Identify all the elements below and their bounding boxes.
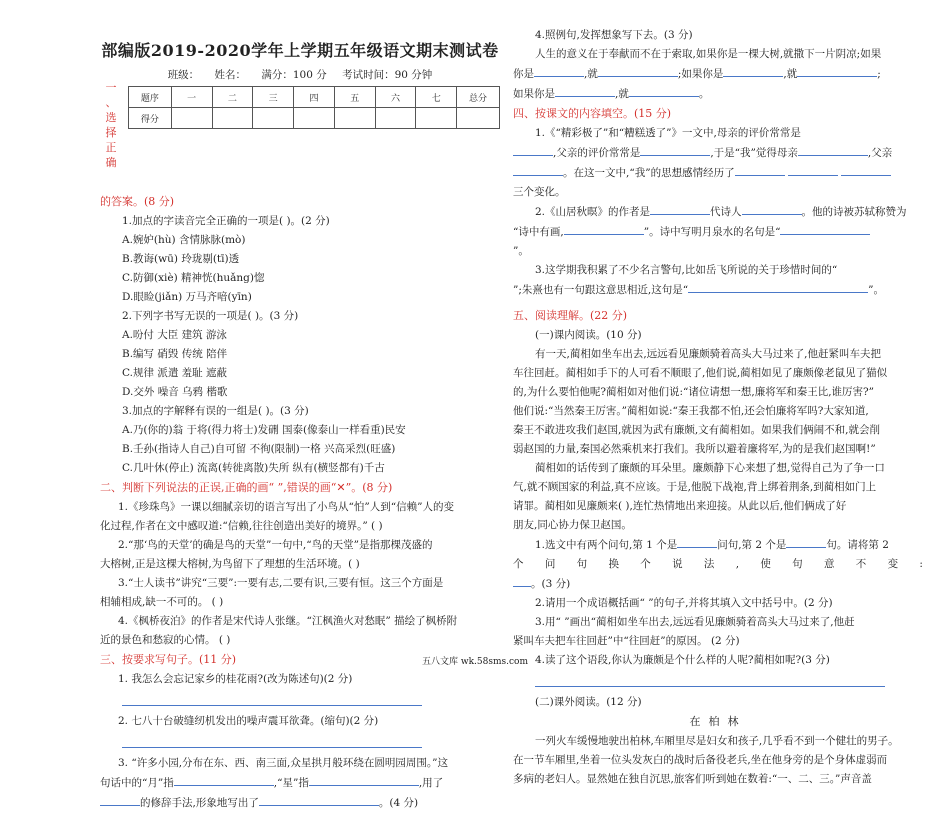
fill-blank[interactable] (688, 280, 868, 293)
text-fragment: 你是 (513, 68, 534, 80)
fill-blank[interactable] (723, 64, 783, 77)
section1-vertical-heading (100, 80, 122, 170)
story-line: 多病的老妇人。显然她在独自沉思,旅客们听到她在数着:“一、二、三。”声音盖 (513, 773, 872, 785)
reading-q2: 2.请用一个成语概括画“ ”的句子,并将其填入文中括号中。(2 分) (535, 597, 833, 609)
vertical-char: 一 (105, 81, 117, 94)
answer-line[interactable] (122, 691, 422, 706)
section5-heading: 五、阅读理解。(22 分) (513, 309, 628, 322)
score-table-score-row (129, 108, 500, 129)
reading-q1-spread (513, 555, 923, 574)
fill-blank[interactable] (640, 143, 710, 156)
imitate-example: 人生的意义在于奉献而不在于索取,如果你是一棵大树,就撒下一片阴凉;如果 (535, 48, 882, 60)
question-1-3: 3.加点的字解释有误的一组是( )。(3 分) (122, 405, 309, 417)
judge-line: 3.“士人读书”讲究“三要”:一要有志,二要有识,三要有恒。这三个方面是 (118, 577, 444, 589)
imitate-line-3 (513, 84, 923, 104)
text-fragment: 如果你是 (513, 88, 555, 100)
rewrite-question-3: 3. “许多小园,分布在东、西、南三面,众星拱月般环绕在圆明园周围。”这 (118, 757, 449, 769)
text-fragment: ,于是“我”觉得母亲 (710, 147, 798, 159)
text-fragment: 句。请将第 2 (826, 539, 889, 551)
section1-heading: 的答案。(8 分) (100, 195, 175, 208)
score-header-cell: 四 (294, 87, 335, 108)
rewrite-question-2: 2. 七八十台破缝纫机发出的噪声震耳欲聋。(缩句)(2 分) (118, 715, 379, 727)
fill-blank[interactable] (564, 222, 644, 235)
text-fragment: 使 (760, 558, 771, 570)
judge-line: 1.《珍珠鸟》一课以细腻亲切的语言写出了小鸟从“怕”人到“信赖”人的变 (118, 501, 454, 513)
fill-2-line-1 (513, 202, 923, 222)
fill-blank[interactable] (677, 535, 717, 548)
score-header-cell: 六 (375, 87, 416, 108)
fill-1-line-1: 1.《“精彩极了”和“糟糕透了”》一文中,母亲的评价常常是 (535, 127, 801, 139)
score-cell[interactable] (416, 108, 457, 129)
option: C.防御(xiè) 精神恍(huǎng)惚 (122, 272, 265, 284)
text-fragment: 句 (792, 558, 803, 570)
vertical-char: 确 (105, 156, 117, 169)
fill-blank[interactable] (174, 773, 274, 786)
exam-title: 部编版2019-2020学年上学期五年级语文期末测试卷 (101, 41, 499, 60)
option: B.编写 硝毁 传统 陪伴 (122, 348, 228, 360)
fill-blank[interactable] (629, 84, 699, 97)
fill-blank[interactable] (780, 222, 870, 235)
fill-blank[interactable] (788, 163, 838, 176)
score-header-cell: 题序 (129, 87, 172, 108)
text-fragment: ;如果你是 (677, 68, 724, 80)
judge-line: 化过程,作者在文中感叹道:“信赖,往往创造出美好的境界。” ( ) (100, 520, 383, 532)
text-fragment: 句 (576, 558, 588, 570)
text-fragment: 。(4 分) (378, 797, 419, 809)
answer-line[interactable] (122, 733, 422, 748)
rewrite-question-3-end (100, 793, 500, 813)
question-1-1: 1.加点的字读音完全正确的一项是( )。(2 分) (122, 215, 330, 227)
text-fragment: 意 (823, 558, 835, 570)
text-fragment: 。他的诗被苏轼称赞为 (801, 206, 907, 218)
text-fragment: 换 (608, 558, 619, 570)
text-fragment: 。 (698, 88, 710, 100)
story-title: 在柏林 (689, 715, 747, 728)
imitate-question: 4.照例句,发挥想象写下去。(3 分) (535, 29, 693, 41)
score-cell[interactable] (334, 108, 375, 129)
text-fragment: 。在这一文中,“我”的思想感情经历了 (563, 167, 735, 179)
fill-blank[interactable] (555, 84, 615, 97)
text-fragment: 。(3 分) (531, 578, 571, 590)
score-table-header-row (129, 87, 500, 108)
reading-q4: 4.读了这个语段,你认为廉颇是个什么样的人呢?蔺相如呢?(3 分) (535, 654, 830, 666)
vertical-char: 、 (105, 96, 117, 109)
score-header-cell: 三 (253, 87, 294, 108)
fill-2-line-2 (513, 222, 923, 242)
score-header-cell: 五 (334, 87, 375, 108)
text-fragment: 问 (544, 558, 556, 570)
fill-2-line-3: ”。 (513, 245, 529, 257)
text-fragment: 问句,第 2 个是 (717, 539, 787, 551)
text-fragment: , (735, 558, 740, 570)
fill-blank[interactable] (798, 143, 868, 156)
text-fragment: ,用了 (418, 777, 444, 789)
meta-time: 考试时间：90 分钟 (342, 69, 433, 81)
passage-line: 弱赵国的力量,秦国必然乘机来打我们。我所以避着廉将军,为的是我们赵国啊!” (513, 443, 876, 455)
meta-name: 姓名： (214, 69, 247, 81)
text-fragment: ,“星”指 (273, 777, 309, 789)
section4-heading: 四、按课文的内容填空。(15 分) (513, 107, 672, 120)
passage-line: 气,就不顾国家的利益,真不应该。于是,他脱下战袍,背上绑着荆条,到蔺相如门上 (513, 481, 877, 493)
vertical-char: 选 (105, 111, 117, 124)
score-cell[interactable] (212, 108, 253, 129)
option: A.乃(你的)翁 于将(得力将士)发硎 国泰(像泰山一样看重)民安 (122, 424, 406, 436)
text-fragment: ; (877, 68, 881, 80)
rewrite-question-3-cont (100, 773, 500, 793)
section2-heading: 二、判断下列说法的正误,正确的画“ ”,错误的画“✕”。(8 分) (100, 481, 393, 494)
reading-q1-end (513, 574, 923, 594)
fill-1-line-4: 三个变化。 (513, 186, 566, 198)
passage-line: 蔺相如的话传到了廉颇的耳朵里。廉颇静下心来想了想,觉得自己为了争一口 (535, 462, 885, 474)
passage-line: 请罪。蔺相如见廉颇来( ),连忙热情地出来迎接。从此以后,他们俩成了好 (513, 500, 847, 512)
passage-line: 有一天,蔺相如坐车出去,远远看见廉颇骑着高头大马过来了,他赶紧叫车夫把 (535, 348, 882, 360)
score-cell[interactable] (253, 108, 294, 129)
right-column (513, 26, 923, 789)
score-header-cell: 七 (416, 87, 457, 108)
text-fragment: 个 (513, 558, 524, 570)
text-fragment: 说 (672, 558, 683, 570)
fill-blank[interactable] (841, 163, 891, 176)
score-header-cell: 一 (171, 87, 212, 108)
fill-blank[interactable] (742, 202, 802, 215)
passage-line: 朋友,同心协力保卫赵国。 (513, 519, 632, 531)
imitate-line-2 (513, 64, 923, 84)
text-fragment: ,就 (783, 68, 798, 80)
text-fragment: ”;朱熹也有一句跟这意思相近,这句是“ (513, 284, 689, 296)
option: C.规律 派遣 羞耻 遮蔽 (122, 367, 228, 379)
score-row-label: 得分 (129, 108, 172, 129)
fill-blank[interactable] (786, 535, 826, 548)
text-fragment: ”。 (868, 284, 884, 296)
text-fragment: 句话中的“月”指 (100, 777, 174, 789)
text-fragment: 不 (855, 558, 867, 570)
option: A.婉妒(hù) 含情脉脉(mò) (122, 234, 246, 246)
text-fragment: 的修辞手法,形象地写出了 (140, 797, 259, 809)
score-table (128, 86, 500, 129)
text-fragment: ”。诗中写明月泉水的名句是“ (643, 226, 781, 238)
story-line: 在一节车厢里,坐着一位头发灰白的战时后备役老兵,坐在他身旁的是个身体虚弱而 (513, 754, 888, 766)
passage-line: 他们说:“当然秦王厉害。”蔺相如说:“秦王我都不怕,还会怕廉将军吗?大家知道, (513, 405, 869, 417)
fill-blank[interactable] (513, 574, 531, 587)
fill-blank[interactable] (513, 143, 553, 156)
text-fragment: 2.《山居秋暝》的作者是 (535, 206, 651, 218)
text-fragment: 法 (703, 558, 715, 570)
text-fragment: : (919, 558, 923, 570)
fill-1-line-3 (513, 163, 923, 183)
meta-score: 满分：100 分 (261, 69, 327, 81)
score-header-cell: 二 (212, 87, 253, 108)
text-fragment: 代诗人 (710, 206, 742, 218)
left-column (100, 28, 500, 813)
exam-meta (100, 67, 500, 82)
text-fragment: ,就 (615, 88, 629, 100)
answer-line[interactable] (535, 672, 885, 687)
score-cell[interactable] (171, 108, 212, 129)
meta-class: 班级： (167, 69, 200, 81)
rewrite-question-1: 1. 我怎么会忘记家乡的桂花雨?(改为陈述句)(2 分) (118, 673, 353, 685)
subsection-in-class: (一)课内阅读。(10 分) (535, 329, 642, 341)
vertical-char: 正 (105, 141, 117, 154)
fill-blank[interactable] (513, 163, 563, 176)
score-cell[interactable] (457, 108, 500, 129)
fill-blank[interactable] (735, 163, 785, 176)
question-1-2: 2.下列字书写无误的一项是( )。(3 分) (122, 310, 299, 322)
reading-q3: 3.用“ ”画出“蔺相如坐车出去,远远看见廉颇骑着高头大马过来了,他赶 (535, 616, 855, 628)
fill-3-line-2 (513, 280, 923, 300)
judge-line: 近的景色和愁寂的心情。 ( ) (100, 634, 231, 646)
vertical-char: 择 (105, 126, 117, 139)
fill-blank[interactable] (797, 64, 877, 77)
fill-blank[interactable] (598, 64, 678, 77)
fill-blank[interactable] (534, 64, 584, 77)
score-header-cell: 总分 (457, 87, 500, 108)
option: A.吩付 大臣 建筑 游泳 (122, 329, 227, 341)
option: D.交外 噪音 乌鸦 楷歌 (122, 386, 228, 398)
section3-heading: 三、按要求写句子。(11 分) (100, 653, 237, 666)
option: C.几叶休(停止) 流离(转徙离散)失所 纵有(横竖都有)千古 (122, 462, 385, 474)
text-fragment: ,父亲的评价常常是 (553, 147, 641, 159)
judge-line: 大榕树,正是这棵大榕树,为鸟留下了理想的生活环境。( ) (100, 558, 360, 570)
reading-q1 (513, 535, 923, 555)
text-fragment: 个 (640, 558, 651, 570)
score-cell[interactable] (375, 108, 416, 129)
text-fragment: ,父亲 (867, 147, 893, 159)
fill-blank[interactable] (100, 793, 140, 806)
subsection-extra: (二)课外阅读。(12 分) (535, 696, 642, 708)
text-fragment: 变 (887, 558, 899, 570)
fill-blank[interactable] (309, 773, 419, 786)
text-fragment: 1.选文中有两个问句,第 1 个是 (535, 539, 678, 551)
fill-1-line-2 (513, 143, 923, 163)
footer-watermark: 五八文库 wk.58sms.com (422, 657, 528, 667)
text-fragment: ,就 (584, 68, 598, 80)
passage-line: 的,为什么要怕他呢?蔺相如对他们说:“诸位请想一想,廉将军和秦王比,谁厉害?” (513, 386, 875, 398)
judge-line: 相辅相成,缺一不可的。 ( ) (100, 596, 224, 608)
option: B.教诲(wū) 玲珑剔(tī)透 (122, 253, 240, 265)
fill-blank[interactable] (259, 793, 379, 806)
score-cell[interactable] (294, 108, 335, 129)
judge-line: 2.“那‘鸟的天堂’的确是鸟的天堂”一句中,“鸟的天堂”是指那棵茂盛的 (118, 539, 433, 551)
fill-3-line-1: 3.这学期我积累了不少名言警句,比如岳飞所说的关于珍惜时间的“ (535, 264, 838, 276)
text-fragment: “诗中有画, (513, 226, 564, 238)
judge-line: 4.《枫桥夜泊》的作者是宋代诗人张继。“江枫渔火对愁眠” 描绘了枫桥附 (118, 615, 458, 627)
story-line: 一列火车缓慢地驶出柏林,车厢里尽是妇女和孩子,几乎看不到一个健壮的男子。 (535, 735, 899, 747)
option: D.眼睑(jiǎn) 万马齐喑(yīn) (122, 291, 252, 303)
passage-line: 秦王不敢进攻我们赵国,就因为武有廉颇,文有蔺相如。如果我们俩闹不和,就会削 (513, 424, 881, 436)
fill-blank[interactable] (650, 202, 710, 215)
reading-q3-cont: 紧叫车夫把车往回赶”中“往回赶”的原因。 (2 分) (513, 635, 740, 647)
passage-line: 车往回赶。蔺相如手下的人可看不顺眼了,他们说,蔺相如见了廉颇像老鼠见了猫似 (513, 367, 888, 379)
option: B.壬孙(指诗人自己)自可留 不徇(限制)一格 兴高采烈(旺盛) (122, 443, 396, 455)
